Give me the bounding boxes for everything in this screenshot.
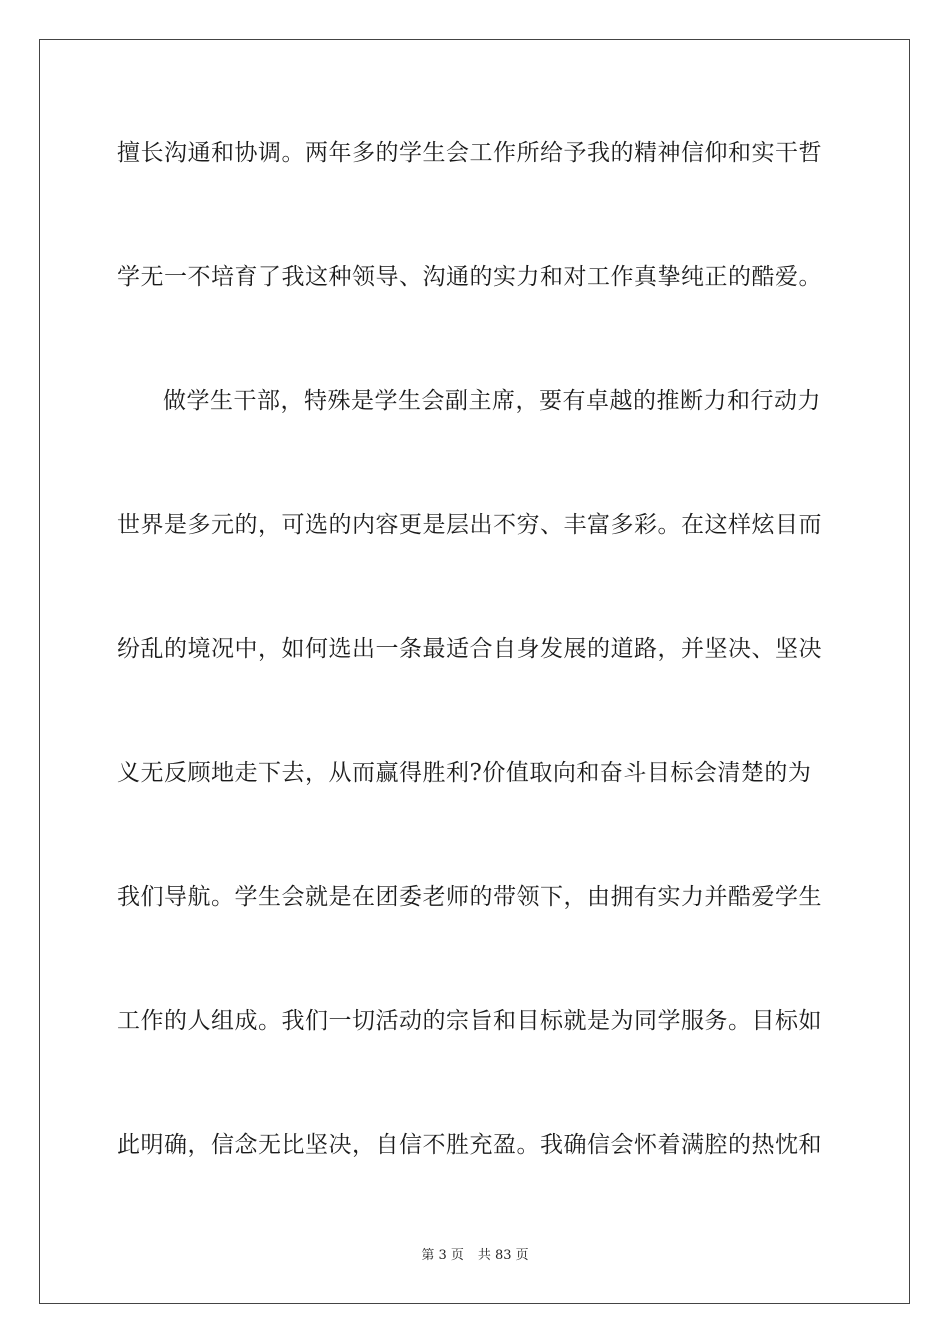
page-number: 第 3 页 — [421, 1248, 464, 1263]
text-line: 工作的人组成。我们一切活动的宗旨和目标就是为同学服务。目标如 — [117, 1008, 822, 1034]
text-line: 学无一不培育了我这种领导、沟通的实力和对工作真挚纯正的酷爱。 — [117, 264, 822, 290]
page-footer — [0, 1246, 950, 1266]
text-line: 此明确，信念无比坚决，自信不胜充盈。我确信会怀着满腔的热忱和 — [117, 1132, 822, 1158]
text-line: 擅长沟通和协调。两年多的学生会工作所给予我的精神信仰和实干哲 — [117, 140, 822, 166]
page-total: 共 83 页 — [477, 1248, 529, 1263]
text-line: 纷乱的境况中，如何选出一条最适合自身发展的道路，并坚决、坚决 — [117, 636, 822, 662]
text-line: 义无反顾地走下去，从而赢得胜利?价值取向和奋斗目标会清楚的为 — [117, 760, 812, 786]
page-border — [39, 39, 910, 1304]
text-line: 世界是多元的，可选的内容更是层出不穷、丰富多彩。在这样炫目而 — [117, 512, 822, 538]
text-line: 我们导航。学生会就是在团委老师的带领下，由拥有实力并酷爱学生 — [117, 884, 822, 910]
text-line: 做学生干部，特殊是学生会副主席，要有卓越的推断力和行动力 — [163, 388, 821, 414]
